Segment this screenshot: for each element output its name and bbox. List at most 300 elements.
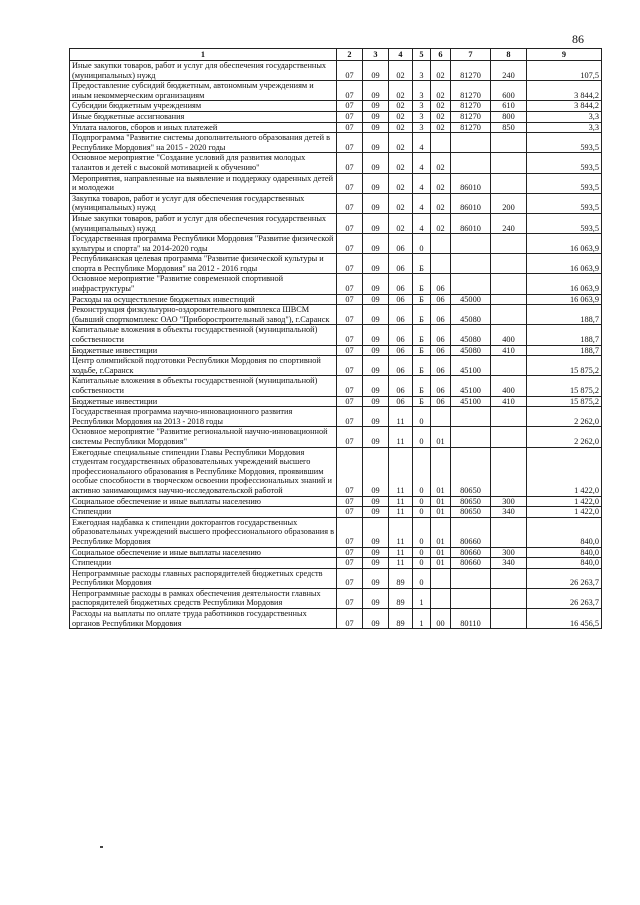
table-row — [70, 396, 602, 407]
subsection-code-cell: 09 — [363, 234, 389, 254]
amount-cell: 16 063,9 — [527, 294, 602, 305]
header-cell: 3 — [363, 49, 389, 61]
amount-cell: 1 422,0 — [527, 507, 602, 518]
subprogram-code-cell: 3 — [413, 122, 431, 133]
event-code-cell: 02 — [431, 213, 451, 233]
subprogram-code-cell: 4 — [413, 153, 431, 173]
expense-name-cell: Государственная программа научно-инновационного развития Республики Мордовия на 2013 - 2018 годы — [70, 407, 337, 427]
program-code-cell: 02 — [389, 111, 413, 122]
expense-name-cell: Непрограммные расходы в рамках обеспечения деятельности главных распорядителей бюджетных средств Республики Мордовия — [70, 588, 337, 608]
subprogram-code-cell: 3 — [413, 101, 431, 112]
table-row — [70, 609, 602, 629]
table-row — [70, 507, 602, 518]
subsection-code-cell: 09 — [363, 407, 389, 427]
expense-type-cell: 340 — [491, 558, 527, 569]
section-code-cell: 07 — [337, 305, 363, 325]
table-row — [70, 496, 602, 507]
amount-cell: 188,7 — [527, 305, 602, 325]
subprogram-code-cell: 0 — [413, 568, 431, 588]
program-code-cell: 06 — [389, 345, 413, 356]
subsection-code-cell: 09 — [363, 517, 389, 547]
section-code-cell: 07 — [337, 568, 363, 588]
event-code-cell: 01 — [431, 558, 451, 569]
expense-type-cell — [491, 153, 527, 173]
direction-code-cell: 81270 — [451, 122, 491, 133]
subsection-code-cell: 09 — [363, 305, 389, 325]
event-code-cell: 01 — [431, 507, 451, 518]
direction-code-cell: 81270 — [451, 111, 491, 122]
program-code-cell: 06 — [389, 356, 413, 376]
table-row — [70, 81, 602, 101]
section-code-cell: 07 — [337, 133, 363, 153]
subprogram-code-cell: Б — [413, 356, 431, 376]
table-body — [70, 61, 602, 629]
table-row — [70, 427, 602, 447]
section-code-cell: 07 — [337, 193, 363, 213]
section-code-cell: 07 — [337, 427, 363, 447]
amount-cell: 840,0 — [527, 547, 602, 558]
amount-cell: 16 063,9 — [527, 234, 602, 254]
expense-name-cell: Предоставление субсидий бюджетным, автономным учреждениям и иным некоммерческим организациям — [70, 81, 337, 101]
program-code-cell: 06 — [389, 254, 413, 274]
subprogram-code-cell: 3 — [413, 81, 431, 101]
program-code-cell: 89 — [389, 568, 413, 588]
expense-name-cell: Мероприятия, направленные на выявление и поддержку одаренных детей и молодежи — [70, 173, 337, 193]
direction-code-cell: 80650 — [451, 447, 491, 496]
table-row — [70, 173, 602, 193]
subsection-code-cell: 09 — [363, 61, 389, 81]
event-code-cell: 06 — [431, 325, 451, 345]
direction-code-cell: 80110 — [451, 609, 491, 629]
table-row — [70, 407, 602, 427]
event-code-cell: 00 — [431, 609, 451, 629]
table-row — [70, 193, 602, 213]
subsection-code-cell: 09 — [363, 427, 389, 447]
subsection-code-cell: 09 — [363, 122, 389, 133]
subsection-code-cell: 09 — [363, 325, 389, 345]
subprogram-code-cell: Б — [413, 254, 431, 274]
expense-type-cell — [491, 234, 527, 254]
direction-code-cell: 86010 — [451, 213, 491, 233]
program-code-cell: 06 — [389, 325, 413, 345]
subsection-code-cell: 09 — [363, 496, 389, 507]
direction-code-cell — [451, 234, 491, 254]
section-code-cell: 07 — [337, 407, 363, 427]
program-code-cell: 11 — [389, 558, 413, 569]
expense-type-cell: 400 — [491, 325, 527, 345]
subsection-code-cell: 09 — [363, 213, 389, 233]
subprogram-code-cell: 0 — [413, 558, 431, 569]
section-code-cell: 07 — [337, 588, 363, 608]
subprogram-code-cell: Б — [413, 345, 431, 356]
subsection-code-cell: 09 — [363, 254, 389, 274]
table-row — [70, 234, 602, 254]
section-code-cell: 07 — [337, 376, 363, 396]
expense-name-cell: Расходы на осуществление бюджетных инвестиций — [70, 294, 337, 305]
direction-code-cell: 45100 — [451, 356, 491, 376]
expense-type-cell — [491, 568, 527, 588]
amount-cell: 107,5 — [527, 61, 602, 81]
expense-name-cell: Иные бюджетные ассигнования — [70, 111, 337, 122]
expense-type-cell — [491, 133, 527, 153]
table-row — [70, 213, 602, 233]
expense-name-cell: Государственная программа Республики Мордовия "Развитие физической культуры и спорта" на 2014-2020 годы — [70, 234, 337, 254]
direction-code-cell: 45100 — [451, 396, 491, 407]
scan-mark — [100, 846, 103, 848]
direction-code-cell: 45080 — [451, 325, 491, 345]
section-code-cell: 07 — [337, 325, 363, 345]
program-code-cell: 02 — [389, 122, 413, 133]
table-row — [70, 588, 602, 608]
subprogram-code-cell: 4 — [413, 173, 431, 193]
subsection-code-cell: 09 — [363, 376, 389, 396]
section-code-cell: 07 — [337, 496, 363, 507]
amount-cell: 16 063,9 — [527, 274, 602, 294]
event-code-cell: 06 — [431, 294, 451, 305]
direction-code-cell: 45080 — [451, 305, 491, 325]
section-code-cell: 07 — [337, 396, 363, 407]
subprogram-code-cell: Б — [413, 305, 431, 325]
program-code-cell: 06 — [389, 396, 413, 407]
subsection-code-cell: 09 — [363, 507, 389, 518]
expense-name-cell: Ежегодная надбавка к стипендии докторантов государственных образовательных учреждений высшего профессионального образования в Республике Мордовия — [70, 517, 337, 547]
direction-code-cell: 80660 — [451, 547, 491, 558]
amount-cell: 593,5 — [527, 173, 602, 193]
table-row — [70, 153, 602, 173]
subprogram-code-cell: 4 — [413, 193, 431, 213]
direction-code-cell: 80660 — [451, 558, 491, 569]
program-code-cell: 02 — [389, 173, 413, 193]
section-code-cell: 07 — [337, 234, 363, 254]
amount-cell: 593,5 — [527, 153, 602, 173]
subsection-code-cell: 09 — [363, 274, 389, 294]
program-code-cell: 02 — [389, 81, 413, 101]
subsection-code-cell: 09 — [363, 133, 389, 153]
amount-cell: 593,5 — [527, 213, 602, 233]
section-code-cell: 07 — [337, 254, 363, 274]
subprogram-code-cell: 0 — [413, 547, 431, 558]
subsection-code-cell: 09 — [363, 111, 389, 122]
amount-cell: 593,5 — [527, 133, 602, 153]
subsection-code-cell: 09 — [363, 609, 389, 629]
section-code-cell: 07 — [337, 61, 363, 81]
event-code-cell — [431, 254, 451, 274]
expense-type-cell: 800 — [491, 111, 527, 122]
program-code-cell: 89 — [389, 588, 413, 608]
expense-name-cell: Ежегодные специальные стипендии Главы Республики Мордовия студентам государственных образовательных учреждений высшего профессионального образования в Республике Мордовия, проявившим особые способности в творческом освоении профессиональных знаний и активно занимающимся научно-исследовательской работой — [70, 447, 337, 496]
expense-type-cell — [491, 173, 527, 193]
event-code-cell: 02 — [431, 81, 451, 101]
section-code-cell: 07 — [337, 447, 363, 496]
amount-cell: 16 063,9 — [527, 254, 602, 274]
event-code-cell — [431, 568, 451, 588]
header-cell: 2 — [337, 49, 363, 61]
program-code-cell: 06 — [389, 294, 413, 305]
subsection-code-cell: 09 — [363, 547, 389, 558]
program-code-cell: 06 — [389, 234, 413, 254]
program-code-cell: 02 — [389, 213, 413, 233]
table-row — [70, 133, 602, 153]
section-code-cell: 07 — [337, 294, 363, 305]
table-row — [70, 376, 602, 396]
amount-cell: 593,5 — [527, 193, 602, 213]
subprogram-code-cell: 0 — [413, 234, 431, 254]
direction-code-cell — [451, 133, 491, 153]
event-code-cell: 02 — [431, 193, 451, 213]
expense-name-cell: Уплата налогов, сборов и иных платежей — [70, 122, 337, 133]
amount-cell: 188,7 — [527, 345, 602, 356]
table-row — [70, 254, 602, 274]
table-row — [70, 568, 602, 588]
subsection-code-cell: 09 — [363, 447, 389, 496]
expense-name-cell: Иные закупки товаров, работ и услуг для обеспечения государственных (муниципальных) нужд — [70, 213, 337, 233]
program-code-cell: 11 — [389, 447, 413, 496]
subprogram-code-cell: 0 — [413, 427, 431, 447]
subsection-code-cell: 09 — [363, 81, 389, 101]
program-code-cell: 06 — [389, 305, 413, 325]
expense-type-cell: 600 — [491, 81, 527, 101]
section-code-cell: 07 — [337, 345, 363, 356]
event-code-cell: 02 — [431, 101, 451, 112]
expense-type-cell: 410 — [491, 396, 527, 407]
section-code-cell: 07 — [337, 356, 363, 376]
direction-code-cell — [451, 274, 491, 294]
table-row — [70, 517, 602, 547]
subsection-code-cell: 09 — [363, 396, 389, 407]
direction-code-cell: 80650 — [451, 507, 491, 518]
direction-code-cell — [451, 588, 491, 608]
budget-table — [69, 48, 602, 629]
program-code-cell: 06 — [389, 376, 413, 396]
direction-code-cell — [451, 153, 491, 173]
section-code-cell: 07 — [337, 609, 363, 629]
expense-type-cell — [491, 407, 527, 427]
event-code-cell: 01 — [431, 547, 451, 558]
amount-cell: 3 844,2 — [527, 101, 602, 112]
expense-type-cell: 340 — [491, 507, 527, 518]
expense-name-cell: Расходы на выплаты по оплате труда работников государственных органов Республики Мордовия — [70, 609, 337, 629]
expense-name-cell: Капитальные вложения в объекты государственной (муниципальной) собственности — [70, 376, 337, 396]
section-code-cell: 07 — [337, 153, 363, 173]
expense-type-cell: 240 — [491, 213, 527, 233]
subprogram-code-cell: 4 — [413, 213, 431, 233]
expense-name-cell: Закупка товаров, работ и услуг для обеспечения государственных (муниципальных) нужд — [70, 193, 337, 213]
table-row — [70, 345, 602, 356]
expense-type-cell — [491, 274, 527, 294]
amount-cell: 2 262,0 — [527, 407, 602, 427]
expense-name-cell: Основное мероприятие "Создание условий для развития молодых талантов и детей с высокой мотивацией к обучению" — [70, 153, 337, 173]
program-code-cell: 11 — [389, 507, 413, 518]
direction-code-cell: 45080 — [451, 345, 491, 356]
header-cell: 5 — [413, 49, 431, 61]
amount-cell: 3,3 — [527, 122, 602, 133]
expense-name-cell: Социальное обеспечение и иные выплаты населению — [70, 547, 337, 558]
program-code-cell: 89 — [389, 609, 413, 629]
expense-name-cell: Капитальные вложения в объекты государственной (муниципальной) собственности — [70, 325, 337, 345]
program-code-cell: 11 — [389, 427, 413, 447]
subprogram-code-cell: Б — [413, 274, 431, 294]
expense-name-cell: Бюджетные инвестиции — [70, 396, 337, 407]
direction-code-cell — [451, 568, 491, 588]
amount-cell: 26 263,7 — [527, 588, 602, 608]
section-code-cell: 07 — [337, 122, 363, 133]
direction-code-cell: 80650 — [451, 496, 491, 507]
event-code-cell: 02 — [431, 153, 451, 173]
amount-cell: 26 263,7 — [527, 568, 602, 588]
amount-cell: 2 262,0 — [527, 427, 602, 447]
table-row — [70, 111, 602, 122]
section-code-cell: 07 — [337, 547, 363, 558]
program-code-cell: 11 — [389, 496, 413, 507]
expense-type-cell: 300 — [491, 547, 527, 558]
direction-code-cell: 45000 — [451, 294, 491, 305]
subprogram-code-cell: 0 — [413, 496, 431, 507]
expense-type-cell: 300 — [491, 496, 527, 507]
subprogram-code-cell: Б — [413, 396, 431, 407]
expense-type-cell — [491, 427, 527, 447]
table-row — [70, 447, 602, 496]
subsection-code-cell: 09 — [363, 193, 389, 213]
subsection-code-cell: 09 — [363, 588, 389, 608]
expense-name-cell: Подпрограмма "Развитие системы дополнительного образования детей в Республике Мордовия" на 2015 - 2020 годы — [70, 133, 337, 153]
expense-type-cell: 240 — [491, 61, 527, 81]
event-code-cell: 06 — [431, 356, 451, 376]
direction-code-cell: 80660 — [451, 517, 491, 547]
direction-code-cell — [451, 254, 491, 274]
program-code-cell: 02 — [389, 133, 413, 153]
section-code-cell: 07 — [337, 558, 363, 569]
expense-name-cell: Непрограммные расходы главных распорядителей бюджетных средств Республики Мордовия — [70, 568, 337, 588]
event-code-cell: 02 — [431, 122, 451, 133]
program-code-cell: 02 — [389, 153, 413, 173]
event-code-cell: 01 — [431, 517, 451, 547]
subprogram-code-cell: 0 — [413, 447, 431, 496]
event-code-cell: 02 — [431, 111, 451, 122]
section-code-cell: 07 — [337, 111, 363, 122]
direction-code-cell — [451, 427, 491, 447]
expense-type-cell: 410 — [491, 345, 527, 356]
program-code-cell: 11 — [389, 407, 413, 427]
header-cell: 6 — [431, 49, 451, 61]
table-row — [70, 305, 602, 325]
table-row — [70, 558, 602, 569]
amount-cell: 1 422,0 — [527, 496, 602, 507]
header-row — [70, 49, 602, 61]
event-code-cell — [431, 588, 451, 608]
expense-type-cell — [491, 447, 527, 496]
event-code-cell: 06 — [431, 274, 451, 294]
direction-code-cell: 81270 — [451, 101, 491, 112]
program-code-cell: 02 — [389, 101, 413, 112]
expense-name-cell: Бюджетные инвестиции — [70, 345, 337, 356]
header-cell: 4 — [389, 49, 413, 61]
direction-code-cell: 45100 — [451, 376, 491, 396]
event-code-cell: 01 — [431, 427, 451, 447]
program-code-cell: 11 — [389, 517, 413, 547]
expense-name-cell: Реконструкция физкультурно-оздоровительного комплекса ШВСМ (бывший спорткомплекс ОАО "Приборостроительный завод"), г.Саранск — [70, 305, 337, 325]
table-row — [70, 122, 602, 133]
section-code-cell: 07 — [337, 173, 363, 193]
event-code-cell: 06 — [431, 396, 451, 407]
subsection-code-cell: 09 — [363, 345, 389, 356]
amount-cell: 3 844,2 — [527, 81, 602, 101]
subprogram-code-cell: 1 — [413, 609, 431, 629]
subsection-code-cell: 09 — [363, 568, 389, 588]
expense-name-cell: Социальное обеспечение и иные выплаты населению — [70, 496, 337, 507]
subsection-code-cell: 09 — [363, 153, 389, 173]
event-code-cell: 02 — [431, 61, 451, 81]
amount-cell: 840,0 — [527, 517, 602, 547]
amount-cell: 15 875,2 — [527, 376, 602, 396]
event-code-cell: 02 — [431, 173, 451, 193]
section-code-cell: 07 — [337, 517, 363, 547]
expense-type-cell — [491, 254, 527, 274]
event-code-cell: 01 — [431, 447, 451, 496]
expense-name-cell: Республиканская целевая программа "Развитие физической культуры и спорта в Республике Мордовия" на 2012 - 2016 годы — [70, 254, 337, 274]
event-code-cell: 06 — [431, 376, 451, 396]
amount-cell: 3,3 — [527, 111, 602, 122]
page-number: 86 — [572, 32, 584, 46]
event-code-cell — [431, 234, 451, 254]
subprogram-code-cell: 1 — [413, 588, 431, 608]
program-code-cell: 11 — [389, 547, 413, 558]
event-code-cell: 01 — [431, 496, 451, 507]
expense-type-cell — [491, 356, 527, 376]
table-row — [70, 356, 602, 376]
expense-name-cell: Основное мероприятие "Развитие современной спортивной инфраструктуры" — [70, 274, 337, 294]
expense-type-cell — [491, 305, 527, 325]
section-code-cell: 07 — [337, 213, 363, 233]
table-row — [70, 294, 602, 305]
subprogram-code-cell: Б — [413, 294, 431, 305]
expense-name-cell: Субсидии бюджетным учреждениям — [70, 101, 337, 112]
subprogram-code-cell: 4 — [413, 133, 431, 153]
program-code-cell: 02 — [389, 193, 413, 213]
subprogram-code-cell: 0 — [413, 517, 431, 547]
subprogram-code-cell: 3 — [413, 111, 431, 122]
subsection-code-cell: 09 — [363, 294, 389, 305]
expense-type-cell — [491, 517, 527, 547]
expense-type-cell: 850 — [491, 122, 527, 133]
subsection-code-cell: 09 — [363, 356, 389, 376]
expense-name-cell: Центр олимпийской подготовки Республики Мордовия по спортивной ходьбе, г.Саранск — [70, 356, 337, 376]
table-row — [70, 547, 602, 558]
section-code-cell: 07 — [337, 507, 363, 518]
header-cell: 1 — [70, 49, 337, 61]
event-code-cell: 06 — [431, 305, 451, 325]
direction-code-cell: 86010 — [451, 173, 491, 193]
table-row — [70, 325, 602, 345]
expense-type-cell — [491, 609, 527, 629]
subsection-code-cell: 09 — [363, 173, 389, 193]
header-cell: 9 — [527, 49, 602, 61]
section-code-cell: 07 — [337, 274, 363, 294]
event-code-cell — [431, 133, 451, 153]
amount-cell: 1 422,0 — [527, 447, 602, 496]
subprogram-code-cell: Б — [413, 325, 431, 345]
amount-cell: 188,7 — [527, 325, 602, 345]
table-row — [70, 61, 602, 81]
subsection-code-cell: 09 — [363, 558, 389, 569]
subprogram-code-cell: 3 — [413, 61, 431, 81]
direction-code-cell: 81270 — [451, 81, 491, 101]
expense-type-cell: 400 — [491, 376, 527, 396]
direction-code-cell: 81270 — [451, 61, 491, 81]
expense-name-cell: Стипендии — [70, 507, 337, 518]
amount-cell: 15 875,2 — [527, 396, 602, 407]
amount-cell: 15 875,2 — [527, 356, 602, 376]
table-row — [70, 101, 602, 112]
